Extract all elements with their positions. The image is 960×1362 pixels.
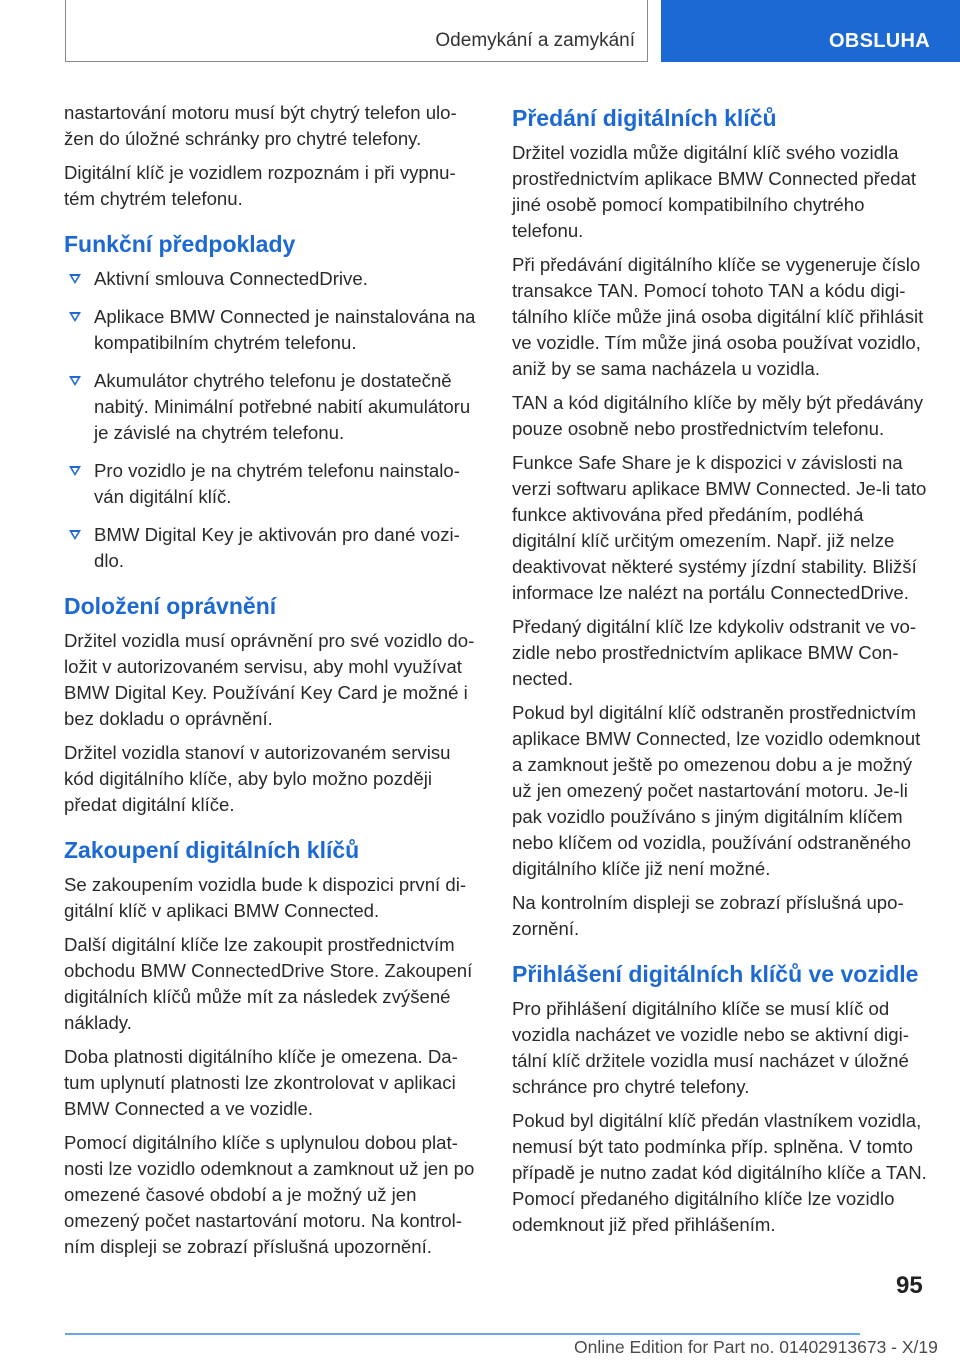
triangle-bullet-icon xyxy=(69,312,81,322)
footer-divider xyxy=(65,1333,860,1335)
triangle-bullet-icon xyxy=(69,274,81,284)
heading-login: Přihlášení digitálních klíčů ve vozidle xyxy=(512,961,919,987)
paragraph: Držitel vozidla musí oprávnění pro své vozidlo doložit v autorizovaném servisu, aby mohl využívat BMW Digital Key. Používání Key Card je možné i bez dokladu o oprávnění. xyxy=(64,630,475,729)
paragraph: Držitel vozidla stanoví v autorizovaném servisu kód digitálního klíče, aby bylo možno později předat digitální klíče. xyxy=(64,742,451,815)
prerequisites-list xyxy=(64,266,479,574)
paragraph: Při předávání digitálního klíče se vygeneruje číslo transakce TAN. Pomocí tohoto TAN a kódu digitálního klíče může jiná osoba digitální klíč přihlásit ve vozidle. Tím může jiná osoba používat vozidlo, aniž by se sama nacházela u vozidla. xyxy=(512,254,924,379)
paragraph: Další digitální klíče lze zakoupit prostřednictvím obchodu BMW ConnectedDrive Store. Zakoupení digitálních klíčů může mít za následek zvýšené náklady. xyxy=(64,934,473,1033)
page-number: 95 xyxy=(896,1272,923,1299)
left-column xyxy=(64,100,479,1268)
list-item: Akumulátor chytrého telefonu je dostatečně nabitý. Minimální potřebné nabití akumulátoru je závislé na chytrém telefonu. xyxy=(64,368,479,446)
paragraph: Pokud byl digitální klíč odstraněn prostřednictvím aplikace BMW Connected, lze vozidlo odemknout a zamknout ještě po omezenou dobu a je možný už jen omezený počet nastartování motoru. Je-li pak vozidlo používáno s jiným digitálním klíčem nebo klíčem od vozidla, používání odstraněného digitálního klíče již není možné. xyxy=(512,702,921,879)
triangle-bullet-icon xyxy=(69,466,81,476)
list-item: Pro vozidlo je na chytrém telefonu nainstalován digitální klíč. xyxy=(64,458,479,510)
paragraph: Pomocí digitálního klíče s uplynulou dobou platnosti lze vozidlo odemknout a zamknout už jen po omezené časové období a je možný už jen omezený počet nastartování motoru. Na kontrolním displeji se zobrazí příslušná upozornění. xyxy=(64,1132,475,1257)
heading-proof: Doložení oprávnění xyxy=(64,593,277,619)
edition-note: Online Edition for Part no. 01402913673 - X/19 xyxy=(574,1337,938,1357)
paragraph: Držitel vozidla může digitální klíč svého vozidla prostřednictvím aplikace BMW Connected předat jiné osobě pomocí kompatibilního chytrého telefonu. xyxy=(512,142,917,241)
list-item: BMW Digital Key je aktivován pro dané vozidlo. xyxy=(64,522,479,574)
paragraph: Předaný digitální klíč lze kdykoliv odstranit ve vozidle nebo prostřednictvím aplikace BMW Connected. xyxy=(512,616,917,689)
chapter-tab[interactable] xyxy=(661,0,960,62)
triangle-bullet-icon xyxy=(69,376,81,386)
list-item: Aktivní smlouva ConnectedDrive. xyxy=(64,266,479,292)
list-item: Aplikace BMW Connected je nainstalována na kompatibilním chytrém telefonu. xyxy=(64,304,479,356)
paragraph: Se zakoupením vozidla bude k dispozici první digitální klíč v aplikaci BMW Connected. xyxy=(64,874,467,921)
heading-handover: Předání digitálních klíčů xyxy=(512,105,777,131)
triangle-bullet-icon xyxy=(69,530,81,540)
paragraph: Digitální klíč je vozidlem rozpoznám i při vypnutém chytrém telefonu. xyxy=(64,162,456,209)
section-title: Odemykání a zamykání xyxy=(435,30,635,51)
paragraph: Pokud byl digitální klíč předán vlastníkem vozidla, nemusí být tato podmínka příp. splněna. V tomto případě je nutno zadat kód digitálního klíče a TAN. Pomocí předaného digitálního klíče lze vozidlo odemknout již před přihlášením. xyxy=(512,1110,927,1235)
paragraph: Na kontrolním displeji se zobrazí příslušná upozornění. xyxy=(512,892,904,939)
paragraph: Funkce Safe Share je k dispozici v závislosti na verzi softwaru aplikace BMW Connected. Je-li tato funkce aktivována před předáním, podléhá digitální klíč určitým omezením. Např. již nelze deaktivovat některé systémy jízdní stability. Bližší informace lze nalézt na portálu ConnectedDrive. xyxy=(512,452,927,603)
paragraph: Doba platnosti digitálního klíče je omezena. Datum uplynutí platnosti lze zkontrolovat v aplikaci BMW Connected a ve vozidle. xyxy=(64,1046,458,1119)
heading-prerequisites: Funkční předpoklady xyxy=(64,231,296,257)
paragraph: Pro přihlášení digitálního klíče se musí klíč od vozidla nacházet ve vozidle nebo se aktivní digitální klíč držitele vozidla musí nacházet v úložné schránce pro chytré telefony. xyxy=(512,998,909,1097)
heading-purchase: Zakoupení digitálních klíčů xyxy=(64,837,360,863)
right-column xyxy=(512,100,927,1246)
header-section-box xyxy=(65,0,648,62)
paragraph: TAN a kód digitálního klíče by měly být předávány pouze osobně nebo prostřednictvím telefonu. xyxy=(512,392,923,439)
chapter-tab-label: OBSLUHA xyxy=(829,30,930,52)
paragraph: nastartování motoru musí být chytrý telefon uložen do úložné schránky pro chytré telefony. xyxy=(64,102,457,149)
